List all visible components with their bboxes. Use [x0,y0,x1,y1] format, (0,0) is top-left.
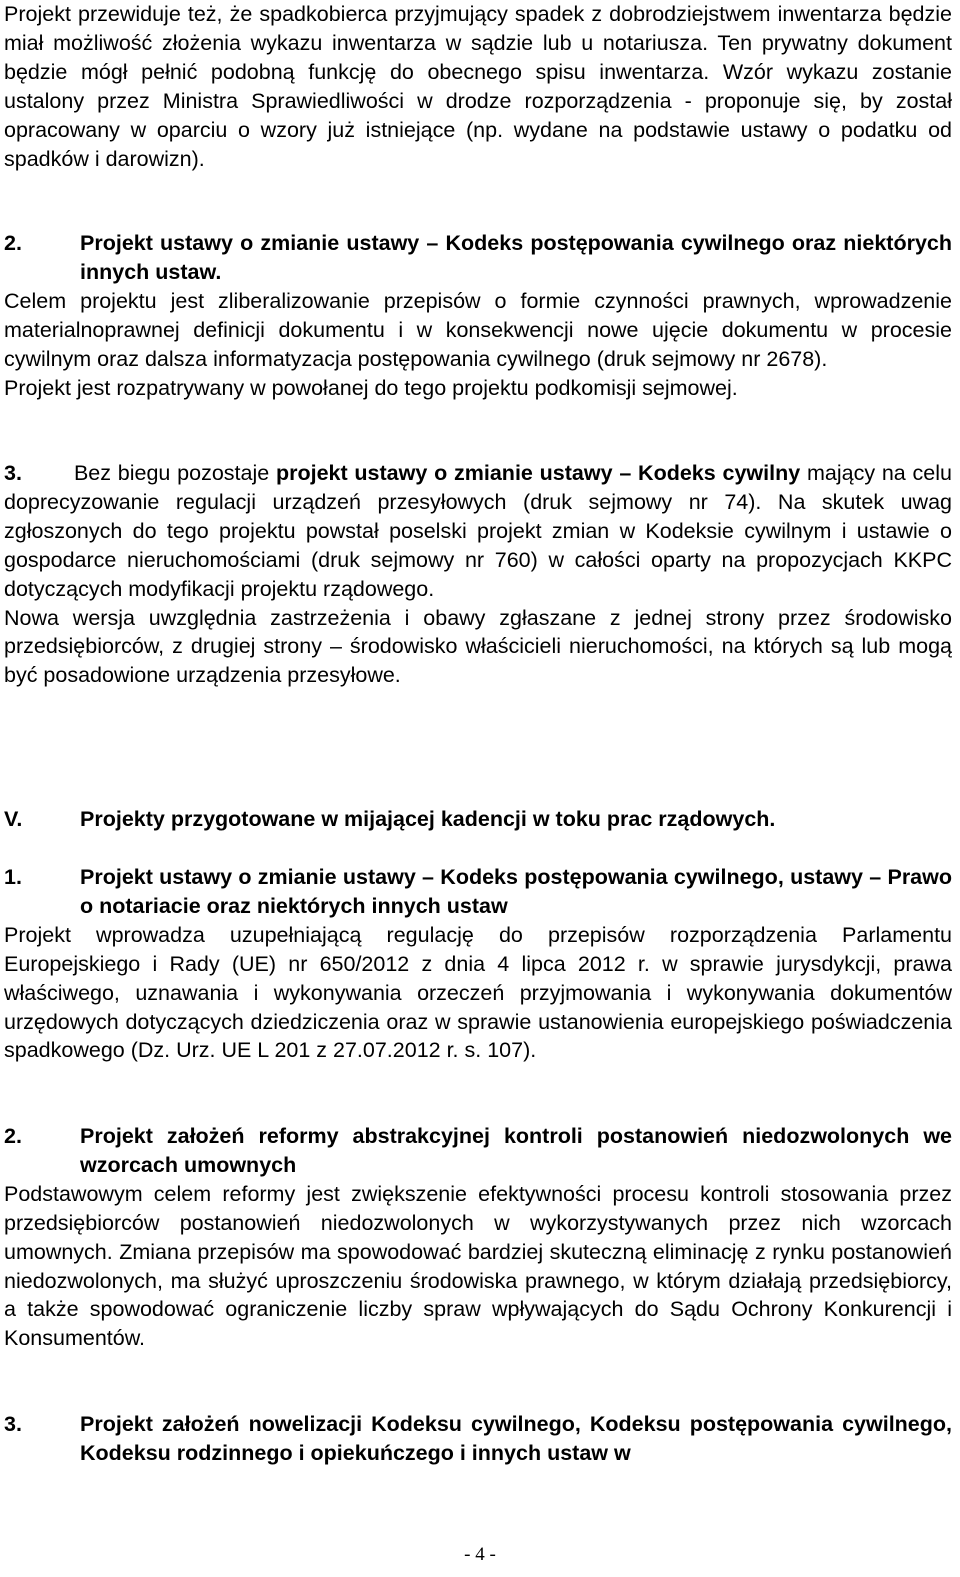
section-5-item-2-title: Projekt założeń reformy abstrakcyjnej kontroli postanowień niedozwolonych we wzorcach umownych [80,1124,952,1177]
item-3-block [4,459,952,690]
item-2-status: Projekt jest rozpatrywany w powołanej do tego projektu podkomisji sejmowej. [4,375,738,400]
item-3-bold-title: projekt ustawy o zmianie ustawy – Kodeks cywilny [275,461,801,485]
section-5-item-2-heading [4,1122,952,1180]
item-2-title: Projekt ustawy o zmianie ustawy – Kodeks postępowania cywilnego oraz niektórych innych ustaw. [80,231,952,284]
item-2-number: 2. [4,231,22,255]
intro-paragraph-block [4,0,952,173]
section-5-item-2-number: 2. [4,1124,22,1148]
section-5-item-1-block [4,863,952,1065]
section-5-heading-block [4,805,952,834]
section-5-item-3-number: 3. [4,1412,22,1436]
section-5-item-2-body: Podstawowym celem reformy jest zwiększenie efektywności procesu kontroli stosowania przez przedsiębiorców postanowień niedozwolonych w wykorzystywanych przez nich wzorcach umownych. Zmiana przepisów ma spowodować bardziej skuteczną eliminację z rynku postanowień niedozwolonych, ma służyć uproszczeniu środowiska prawnego, w którym działają przedsiębiorcy, a także spowodować ograniczenie liczby spraw wpływających do Sądu Ochrony Konkurencji i Konsumentów. [4,1181,952,1351]
section-5-item-3-block [4,1410,952,1468]
page-number: - 4 - [464,1544,496,1565]
item-3-lead: Bez biegu pozostaje [73,461,276,485]
section-5-number: V. [4,807,23,831]
section-5-item-3-heading [4,1410,952,1468]
section-5-item-1-heading [4,863,952,921]
section-5-item-2-block [4,1122,952,1353]
item-2-block [4,229,952,402]
item-2-heading [4,229,952,287]
item-2-body: Celem projektu jest zliberalizowanie przepisów o formie czynności prawnych, wprowadzenie materialnoprawnej definicji dokumentu i w konsekwencji nowe ujęcie dokumentu w procesie cywilnym oraz dalsza informatyzacja postępowania cywilnego (druk sejmowy nr 2678). [4,288,952,371]
item-3-paragraph [4,459,952,604]
section-5-item-1-body: Projekt wprowadza uzupełniającą regulację do przepisów rozporządzenia Parlamentu Europejskiego i Rady (UE) nr 650/2012 z dnia 4 lipca 2012 r. w sprawie jurysdykcji, prawa właściwego, uznawania i wykonywania orzeczeń przyjmowania i wykonywania dokumentów urzędowych dotyczących dziedziczenia oraz w sprawie ustanowienia europejskiego poświadczenia spadkowego (Dz. Urz. UE L 201 z 27.07.2012 r. s. 107). [4,922,952,1063]
section-5-item-3-title: Projekt założeń nowelizacji Kodeksu cywilnego, Kodeksu postępowania cywilnego, Kodeksu rodzinnego i opiekuńczego i innych ustaw w [80,1412,952,1465]
section-5-title: Projekty przygotowane w mijającej kadencji w toku prac rządowych. [80,807,776,831]
intro-paragraph: Projekt przewiduje też, że spadkobierca przyjmujący spadek z dobrodziejstwem inwentarza będzie miał możliwość złożenia wykazu inwentarza w sądzie lub u notariusza. Ten prywatny dokument będzie mógł pełnić podobną funkcję do obecnego spisu inwentarza. Wzór wykazu zostanie ustalony przez Ministra Sprawiedliwości w drodze rozporządzenia - proponuje się, by został opracowany w oparciu o wzory już istniejące (np. wydane na podstawie ustawy o podatku od spadków i darowizn). [4,2,952,171]
section-5-heading [4,805,952,834]
section-5-item-1-number: 1. [4,865,22,889]
item-3-rest: mający na celu doprecyzowanie regulacji urządzeń przesyłowych (druk sejmowy nr 74). Na skutek uwag zgłoszonych do tego projektu powstał poselski projekt zmian w Kodeksie cywilnym i ustawie o gospodarce nieruchomościami (druk sejmowy nr 760) w całości oparty na propozycjach KKPC dotyczących modyfikacji projektu rządowego. [4,461,952,601]
item-3-body-2: Nowa wersja uwzględnia zastrzeżenia i obawy zgłaszane z jednej strony przez środowisko przedsiębiorców, z drugiej strony – środowisko właścicieli nieruchomości, na których są lub mogą być posadowione urządzenia przesyłowe. [4,605,952,688]
item-3-number: 3. [4,461,22,485]
section-5-item-1-title: Projekt ustawy o zmianie ustawy – Kodeks postępowania cywilnego, ustawy – Prawo o notariacie oraz niektórych innych ustaw [80,865,952,918]
